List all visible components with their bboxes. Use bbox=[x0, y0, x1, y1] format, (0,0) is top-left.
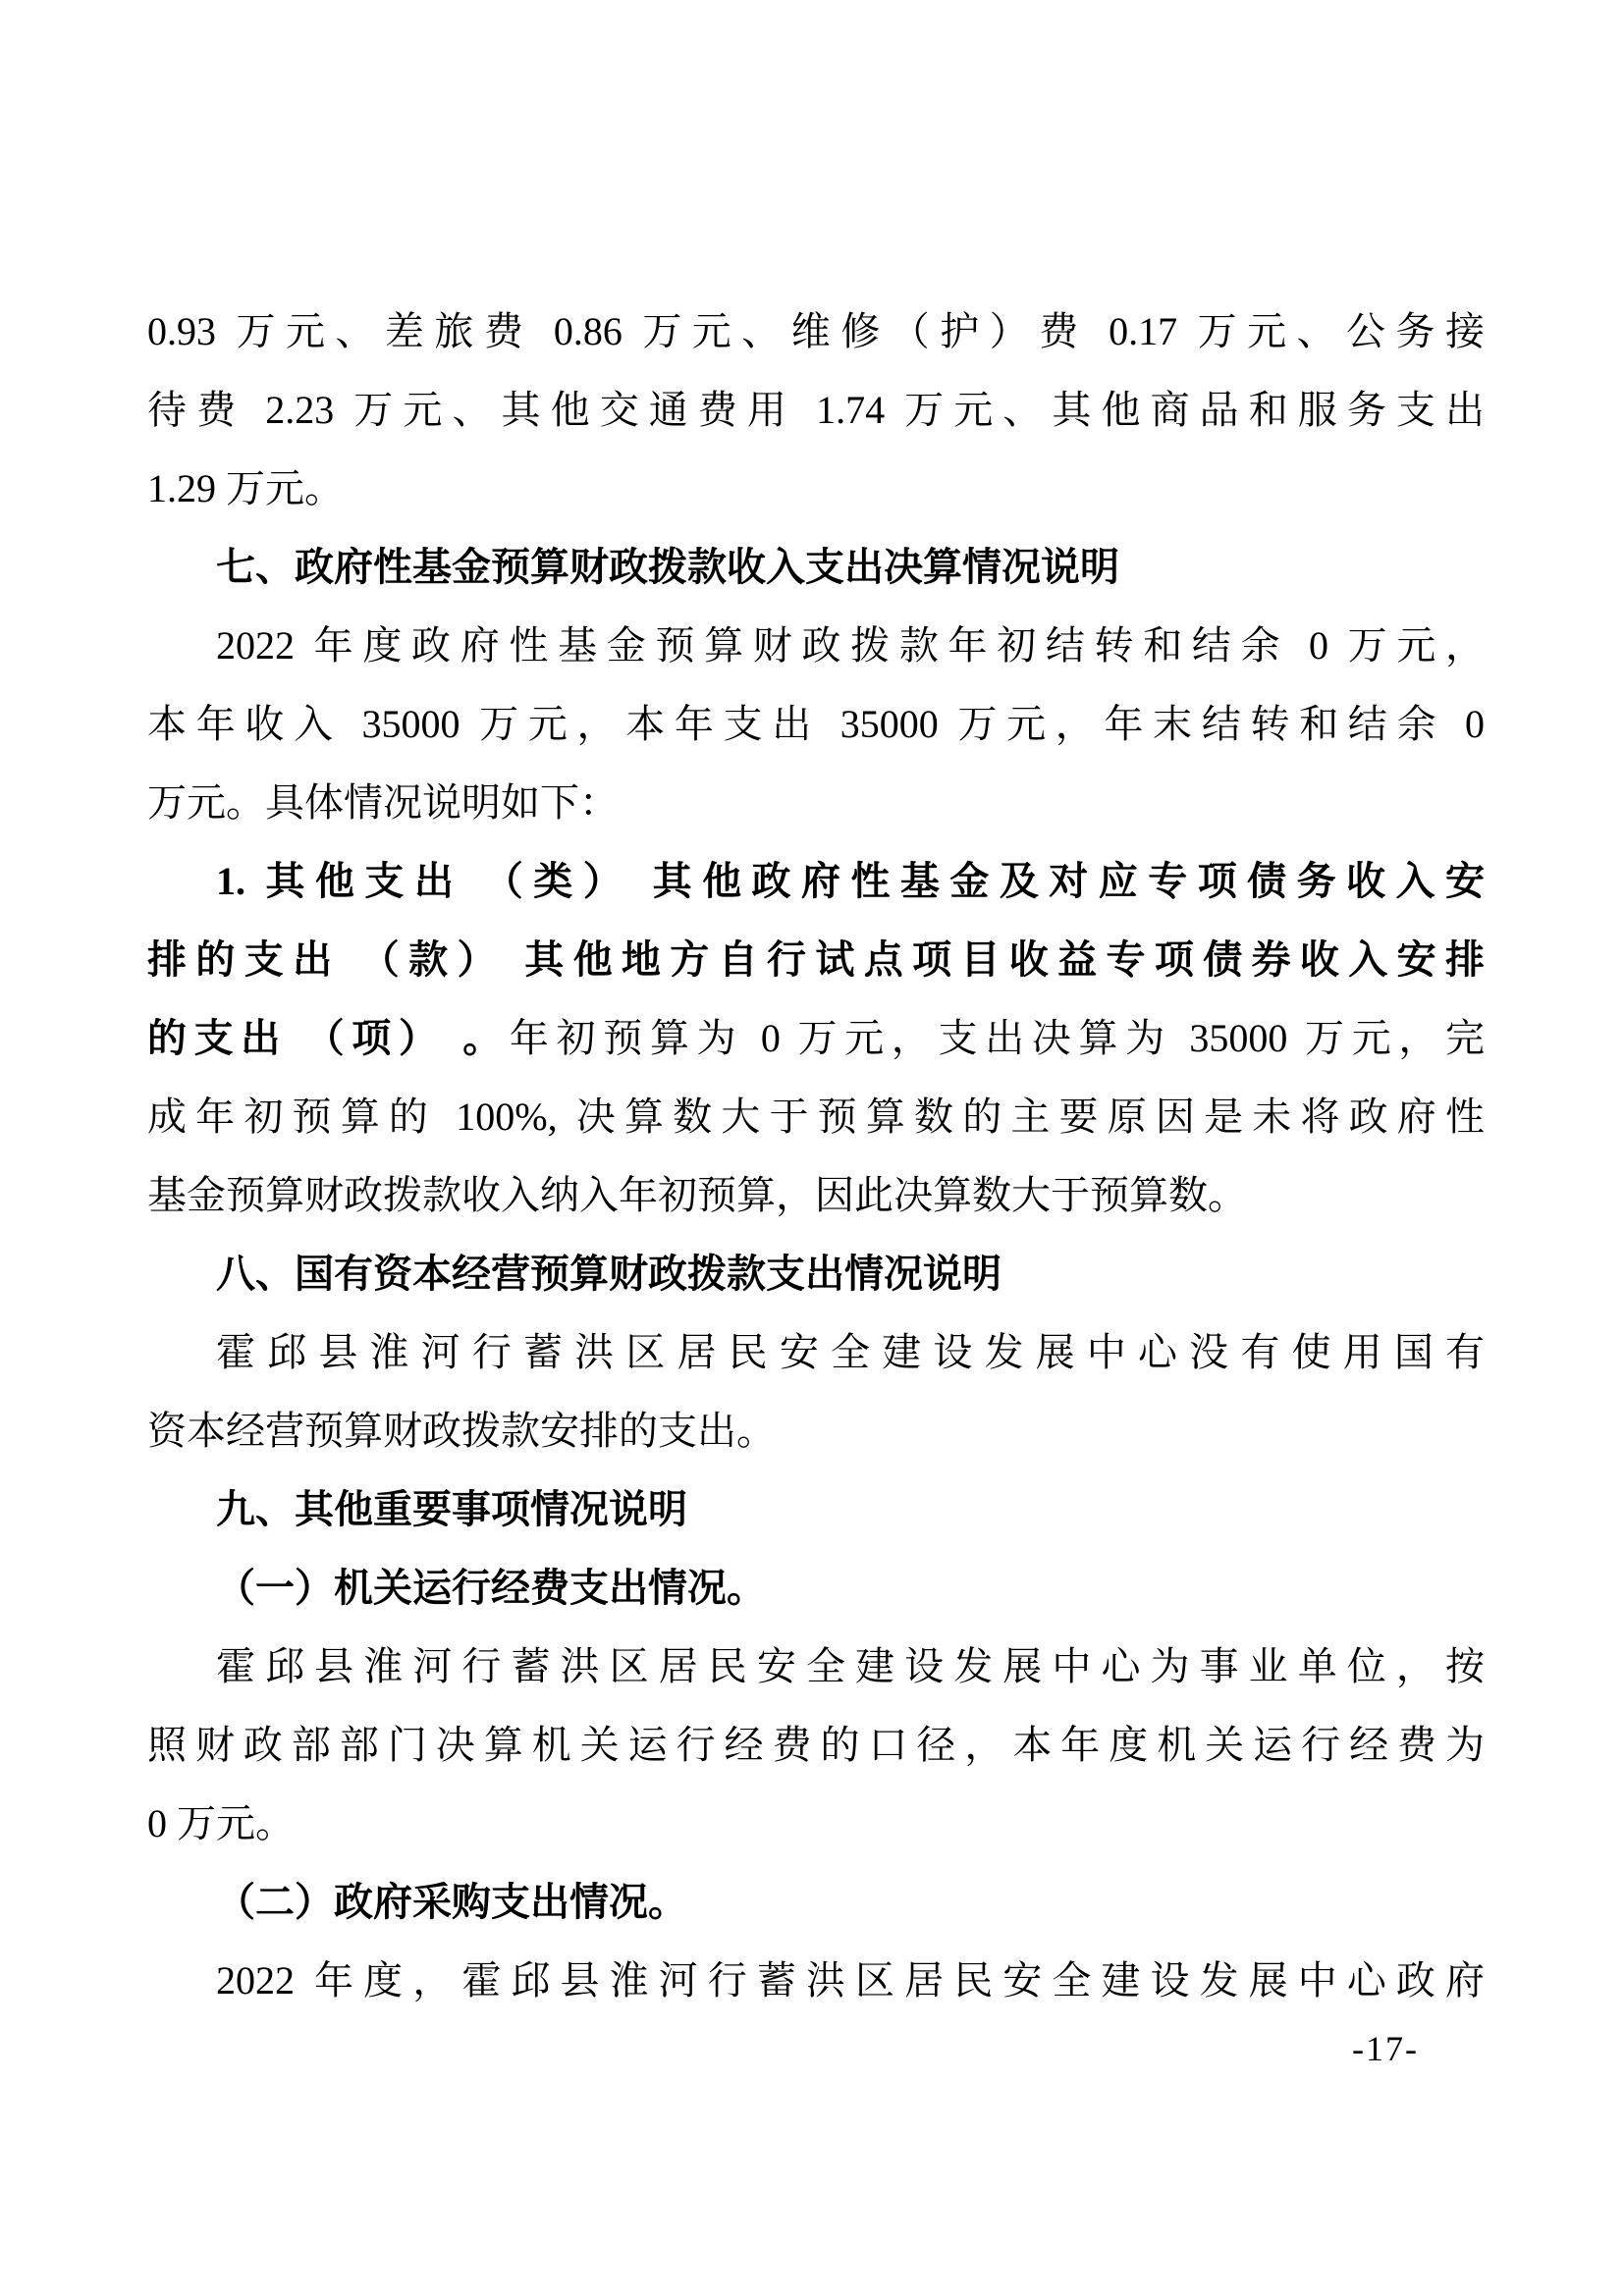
text-line bbox=[147, 1156, 1485, 1235]
text-line bbox=[147, 293, 1485, 371]
text-line bbox=[147, 764, 1485, 842]
text-segment: 0.93 万元、差旅费 0.86 万元、维修（护）费 0.17 万元、公务接 bbox=[147, 309, 1485, 353]
text-line bbox=[147, 1706, 1485, 1785]
text-line bbox=[147, 450, 1485, 528]
text-line bbox=[147, 1942, 1485, 2020]
text-segment: 待费 2.23 万元、其他交通费用 1.74 万元、其他商品和服务支出 bbox=[147, 388, 1485, 432]
text-segment: 照财政部部门决算机关运行经费的口径，本年度机关运行经费为 bbox=[147, 1723, 1485, 1767]
text-segment: 成年初预算的 100%, 决算数大于预算数的主要原因是未将政府性 bbox=[147, 1095, 1485, 1139]
text-line bbox=[147, 1313, 1485, 1392]
section-heading-line bbox=[147, 842, 1485, 921]
text-segment: 万元。具体情况说明如下： bbox=[147, 780, 619, 825]
text-line bbox=[147, 999, 1485, 1078]
section-heading-line bbox=[147, 1470, 1485, 1549]
text-segment: 2022 年度，霍邱县淮河行蓄洪区居民安全建设发展中心政府 bbox=[216, 1958, 1485, 2002]
text-line bbox=[147, 607, 1485, 685]
text-segment: 霍邱县淮河行蓄洪区居民安全建设发展中心没有使用国有 bbox=[216, 1330, 1485, 1374]
text-segment: 资本经营预算财政拨款安排的支出。 bbox=[147, 1409, 776, 1453]
bold-text-segment: （一）机关运行经费支出情况。 bbox=[216, 1566, 766, 1610]
text-segment: 基金预算财政拨款收入纳入年初预算，因此决算数大于预算数。 bbox=[147, 1173, 1247, 1217]
section-heading-line bbox=[147, 1549, 1485, 1628]
text-line bbox=[147, 1078, 1485, 1156]
document-body bbox=[147, 293, 1485, 2020]
text-segment: 0 万元。 bbox=[147, 1801, 295, 1845]
bold-text-segment: 排的支出 （款） 其他地方自行试点项目收益专项债券收入安排 bbox=[147, 937, 1485, 982]
bold-text-segment: 七、政府性基金预算财政拨款收入支出决算情况说明 bbox=[216, 545, 1119, 589]
bold-text-segment: （二）政府采购支出情况。 bbox=[216, 1880, 687, 1924]
text-segment: 1.29 万元。 bbox=[147, 466, 344, 510]
text-line bbox=[147, 685, 1485, 764]
text-line bbox=[147, 1785, 1485, 1863]
page-number: -17- bbox=[1352, 2029, 1419, 2068]
text-line bbox=[147, 1392, 1485, 1470]
bold-text-segment: 的支出 （项） 。 bbox=[147, 1016, 510, 1060]
section-heading-line bbox=[147, 1235, 1485, 1313]
text-segment: 霍邱县淮河行蓄洪区居民安全建设发展中心为事业单位，按 bbox=[216, 1644, 1485, 1688]
bold-text-segment: 九、其他重要事项情况说明 bbox=[216, 1487, 687, 1531]
section-heading-line bbox=[147, 528, 1485, 607]
section-heading-line bbox=[147, 1863, 1485, 1942]
text-segment: 年初预算为 0 万元，支出决算为 35000 万元，完 bbox=[509, 1016, 1485, 1060]
bold-text-segment: 八、国有资本经营预算财政拨款支出情况说明 bbox=[216, 1252, 1001, 1296]
text-line bbox=[147, 1628, 1485, 1706]
text-line bbox=[147, 371, 1485, 450]
section-heading-line bbox=[147, 921, 1485, 999]
text-segment: 本年收入 35000 万元，本年支出 35000 万元，年末结转和结余 0 bbox=[147, 702, 1485, 746]
bold-text-segment: 1. 其他支出 （类） 其他政府性基金及对应专项债务收入安 bbox=[216, 859, 1485, 903]
text-segment: 2022 年度政府性基金预算财政拨款年初结转和结余 0 万元， bbox=[216, 623, 1485, 667]
